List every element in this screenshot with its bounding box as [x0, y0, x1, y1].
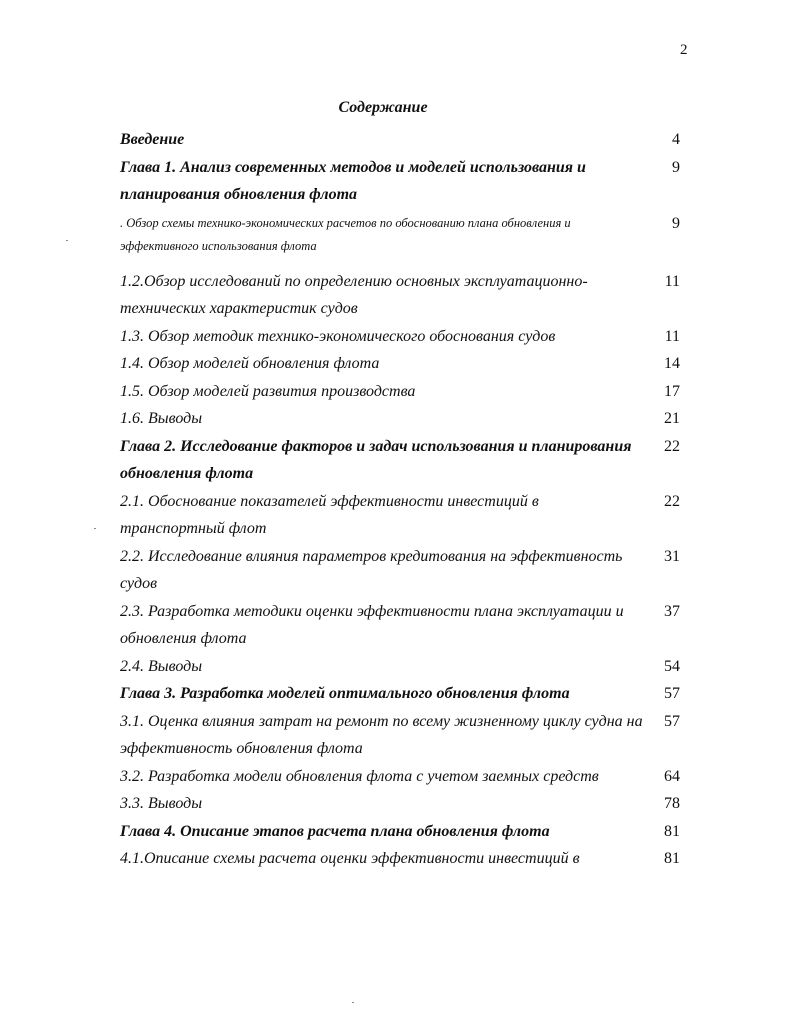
toc-entry-page: 81 [664, 822, 680, 840]
toc-entry-page: 31 [664, 547, 680, 565]
toc-entry [120, 598, 680, 653]
toc-entry-page: 17 [664, 382, 680, 400]
toc-entry [120, 543, 680, 598]
toc-entry [120, 126, 680, 154]
toc-entry [120, 350, 680, 378]
toc-entry [120, 212, 680, 258]
toc-entry-text: Глава 4. Описание этапов расчета плана обновления флота [120, 822, 550, 840]
toc-entry-text: Глава 2. Исследование факторов и задач использования и планирования обновления флота [120, 437, 632, 482]
toc-entry [120, 790, 680, 818]
toc-entry-page: 11 [664, 272, 680, 290]
toc-entry-page: 54 [664, 657, 680, 675]
toc-entry-text: 2.2. Исследование влияния параметров кредитования на эффективность судов [120, 547, 623, 592]
toc-entry-text: 3.3. Выводы [120, 795, 203, 812]
toc-entry-text: 1.2.Обзор исследований по определению основных эксплуатационно- технических характеристик судов [120, 272, 588, 317]
toc-entry-page: 11 [664, 327, 680, 345]
toc-entry-text: 1.4. Обзор моделей обновления флота [120, 355, 380, 372]
toc-entry-page: 57 [664, 712, 680, 730]
toc-entry-page: 57 [664, 685, 680, 702]
toc-entry [120, 845, 680, 873]
toc-entry-page: 22 [664, 492, 680, 510]
toc-entry [120, 433, 680, 488]
toc-entry-text: 3.1. Оценка влияния затрат на ремонт по всему жизненному циклу судна на эффективность обновления флота [120, 712, 643, 757]
toc-entry-page: 81 [664, 850, 680, 867]
toc-entry-page: 9 [672, 214, 680, 232]
toc-entry-page: 21 [664, 410, 680, 427]
toc-entry-page: 22 [664, 437, 680, 455]
toc-entry-text: 1.5. Обзор моделей развития производства [120, 382, 416, 400]
toc-title: Содержание [338, 99, 428, 116]
toc-entry-text: 2.1. Обоснование показателей эффективности инвестиций в транспортный флот [120, 492, 539, 537]
toc-entry-text: Глава 3. Разработка моделей оптимального обновления флота [120, 685, 570, 702]
toc-list [120, 126, 680, 873]
toc-entry-page: 14 [664, 355, 680, 372]
toc-entry-page: 4 [672, 131, 680, 148]
toc-entry [120, 708, 680, 763]
toc-entry-text: . Обзор схемы технико-экономических расчетов по обоснованию плана обновления и эффективного использования флота [120, 215, 571, 253]
toc-entry-text: Глава 1. Анализ современных методов и моделей использования и планирования обновления флота [120, 158, 586, 203]
toc-entry-text: 2.3. Разработка методики оценки эффективности плана эксплуатации и обновления флота [120, 602, 624, 647]
toc-entry [120, 154, 680, 209]
toc-entry [120, 818, 680, 846]
toc-entry [120, 680, 680, 708]
scan-speck [352, 1002, 354, 1003]
toc-entry-page: 9 [672, 158, 680, 176]
toc-entry-page: 78 [664, 795, 680, 812]
scan-speck [94, 528, 96, 529]
toc-entry [120, 763, 680, 791]
page-number: 2 [680, 42, 688, 58]
toc-entry [120, 268, 680, 323]
toc-entry-text: 4.1.Описание схемы расчета оценки эффективности инвестиций в [120, 850, 580, 867]
toc-entry-text: 1.3. Обзор методик технико-экономического обоснования судов [120, 327, 556, 345]
toc-entry [120, 653, 680, 681]
toc-entry-text: Введение [120, 131, 185, 148]
toc-entry [120, 405, 680, 433]
toc-entry-text: 2.4. Выводы [120, 657, 203, 675]
toc-entry-text: 1.6. Выводы [120, 410, 203, 427]
toc-entry [120, 378, 680, 406]
toc-entry [120, 323, 680, 351]
toc-entry-page: 64 [664, 767, 680, 785]
toc-entry-text: 3.2. Разработка модели обновления флота с учетом заемных средств [120, 767, 599, 785]
toc-entry [120, 488, 680, 543]
toc-entry-page: 37 [664, 602, 680, 620]
scan-speck [66, 240, 68, 241]
